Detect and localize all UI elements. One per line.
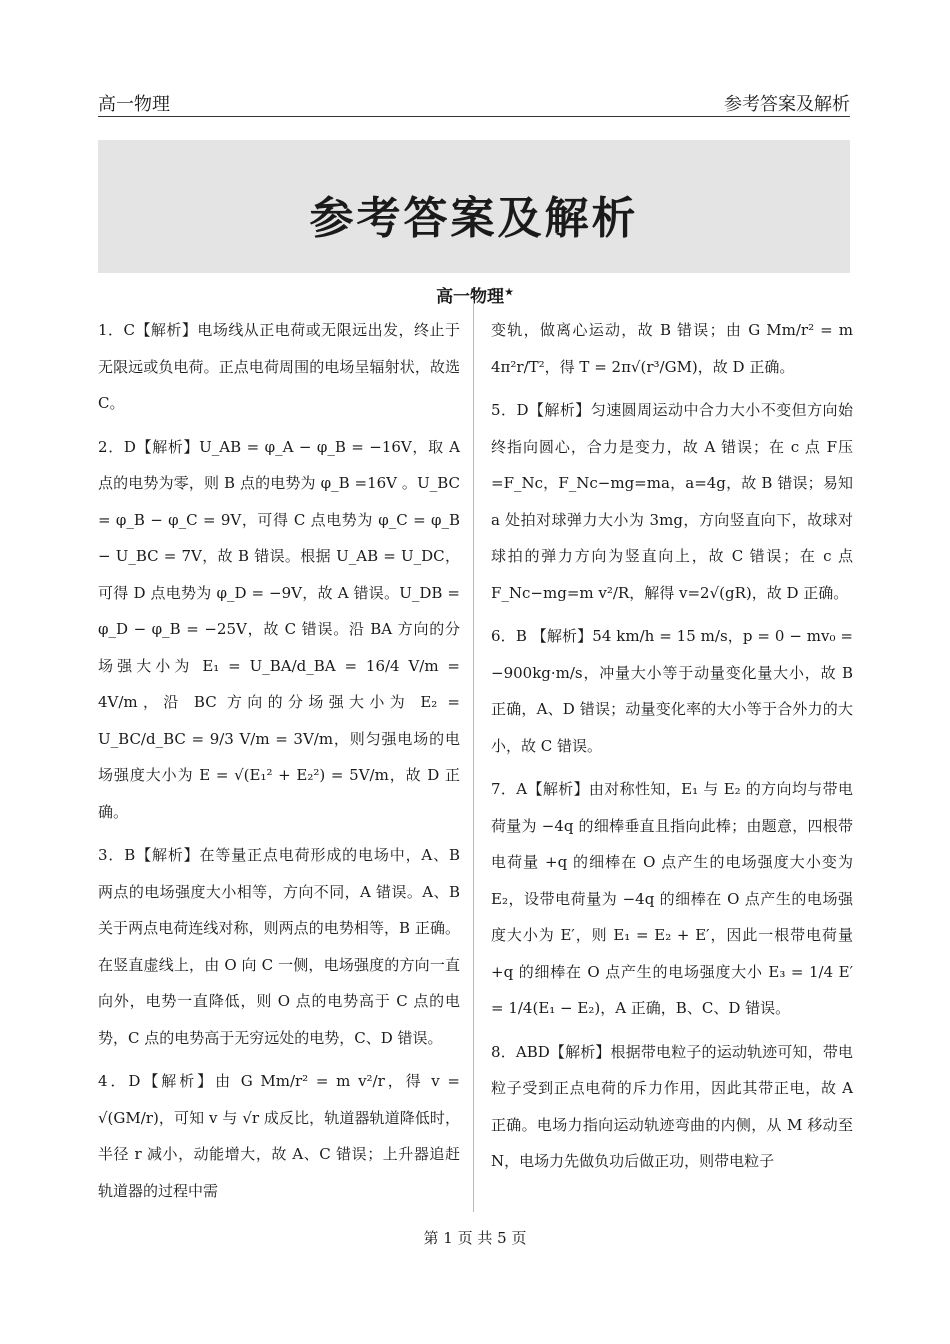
answer-4: 4．D【解析】由 G Mm/r² = m v²/r，得 v = √(GM/r)，可知 v 与 √r 成反比，轨道器轨道降低时，半径 r 减小，动能增大，故 A、C 错误；上升器追赶轨道器的过程中需 <box>98 1072 460 1200</box>
answer-8: 8．ABD【解析】根据带电粒子的运动轨迹可知，带电粒子受到正点电荷的斥力作用，因此其带正电，故 A 正确。电场力指向运动轨迹弯曲的内侧，从 M 移动至 N，电场力先做负功后做正功，则带电粒子 <box>491 1042 853 1170</box>
answer-3: 3．B【解析】在等量正点电荷形成的电场中，A、B 两点的电场强度大小相等，方向不同，A 错误。A、B 关于两点电荷连线对称，则两点的电势相等，B 正确。在竖直虚线上，由 O 向 C 一侧，电场强度的方向一直向外，电势一直降低，则 O 点的电势高于 C 点的电势，C 点的电势高于无穷远处的电势，C、D 错误。 <box>98 846 460 1047</box>
subject-heading <box>0 282 950 307</box>
right-column <box>491 312 853 1187</box>
left-column <box>98 312 460 1216</box>
answer-6: 6．B 【解析】54 km/h = 15 m/s，p = 0 − mv₀ = −900kg·m/s，冲量大小等于动量变化量大小，故 B 正确，A、D 错误；动量变化率的大小等于合外力的大小，故 C 错误。 <box>491 627 853 755</box>
star-mark: ★ <box>504 285 514 299</box>
answer-7: 7．A【解析】由对称性知，E₁ 与 E₂ 的方向均与带电荷量为 −4q 的细棒垂直且指向此棒；由题意，四根带电荷量 +q 的细棒在 O 点产生的电场强度大小变为 E₂，设带电荷量为 −4q 的细棒在 O 点产生的电场强度大小为 E′，则 E₁ = E₂ + E′，因此一根带电荷量 +q 的细棒在 O 点产生的电场强度大小 E₃ = 1/4 E′ = 1/4(E₁ − E₂)，A 正确，B、C、D 错误。 <box>491 780 853 1017</box>
header-subject: 高一物理 <box>98 94 170 115</box>
answer-4-continued: 变轨，做离心运动，故 B 错误；由 G Mm/r² = m 4π²r/T²，得 T = 2π√(r³/GM)，故 D 正确。 <box>491 321 853 376</box>
answer-1: 1．C【解析】电场线从正电荷或无限远出发，终止于无限远或负电荷。正点电荷周围的电场呈辐射状，故选 C。 <box>98 321 460 412</box>
subject-label: 高一物理 <box>436 287 505 307</box>
page-number: 第 1 页 共 5 页 <box>423 1229 527 1247</box>
page-title: 参考答案及解析 <box>309 193 639 244</box>
column-divider <box>473 300 474 1212</box>
header-title: 参考答案及解析 <box>724 94 850 115</box>
running-head <box>98 88 850 117</box>
answer-5: 5．D【解析】匀速圆周运动中合力大小不变但方向始终指向圆心，合力是变力，故 A 错误；在 c 点 F压=F_Nc，F_Nc−mg=ma，a=4g，故 B 错误；易知 a 处拍对球弹力大小为 3mg，方向竖直向下，故球对球拍的弹力方向为竖直向上，故 C 错误；在 c 点 F_Nc−mg=m v²/R，解得 v=2√(gR)，故 D 正确。 <box>491 401 853 602</box>
answer-2: 2．D【解析】U_AB = φ_A − φ_B = −16V，取 A 点的电势为零，则 B 点的电势为 φ_B =16V 。U_BC = φ_B − φ_C = 9V，可得 C 点电势为 φ_C = φ_B − U_BC = 7V，故 B 错误。根据 U_AB = U_DC，可得 D 点电势为 φ_D = −9V，故 A 错误。U_DB = φ_D − φ_B = −25V，故 C 错误。沿 BA 方向的分场强大小为 E₁ = U_BA/d_BA = 16/4 V/m = 4V/m，沿 BC 方向的分场强大小为 E₂ = U_BC/d_BC = 9/3 V/m = 3V/m，则匀强电场的电场强度大小为 E = √(E₁² + E₂²) = 5V/m，故 D 正确。 <box>98 437 460 821</box>
title-banner <box>98 140 850 273</box>
